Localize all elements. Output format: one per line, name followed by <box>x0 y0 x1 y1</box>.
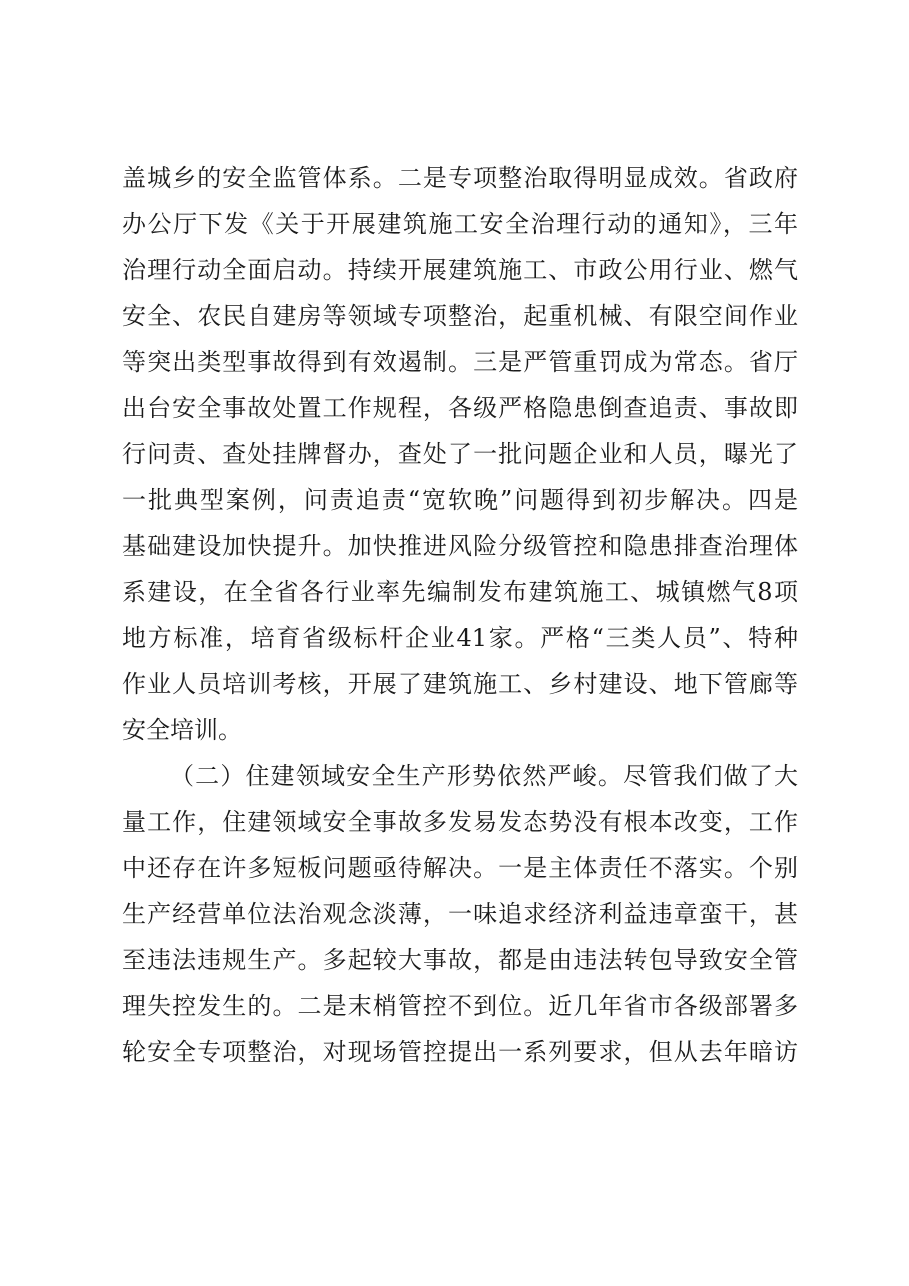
paragraph-2 <box>122 753 798 1075</box>
text-line: 等突出类型事故得到有效遏制。三是严管重罚成为常态。省厅 <box>122 348 798 376</box>
text-line: 作业人员培训考核，开展了建筑施工、乡村建设、地下管廊等 <box>122 670 798 698</box>
text-line: 治理行动全面启动。持续开展建筑施工、市政公用行业、燃气 <box>122 256 798 284</box>
text-line: 中还存在许多短板问题亟待解决。一是主体责任不落实。个别 <box>122 854 798 882</box>
text-line: 量工作，住建领域安全事故多发易发态势没有根本改变，工作 <box>122 808 798 836</box>
text-line: 盖城乡的安全监管体系。二是专项整治取得明显成效。省政府 <box>122 164 798 192</box>
text-line: 系建设，在全省各行业率先编制发布建筑施工、城镇燃气8项 <box>122 578 798 606</box>
text-line: 地方标准，培育省级标杆企业41家。严格“三类人员”、特种 <box>122 624 798 652</box>
text-line: 轮安全专项整治，对现场管控提出一系列要求，但从去年暗访 <box>122 1038 798 1066</box>
text-line: 生产经营单位法治观念淡薄，一味追求经济利益违章蛮干，甚 <box>122 900 798 928</box>
text-line: 至违法违规生产。多起较大事故，都是由违法转包导致安全管 <box>122 946 798 974</box>
text-line: 安全培训。 <box>122 716 242 744</box>
text-line: 办公厅下发《关于开展建筑施工安全治理行动的通知》，三年 <box>122 210 798 238</box>
text-line: 理失控发生的。二是末梢管控不到位。近几年省市各级部署多 <box>122 992 798 1020</box>
text-line: 出台安全事故处置工作规程，各级严格隐患倒查追责、事故即 <box>122 394 798 422</box>
text-line: 行问责、查处挂牌督办，查处了一批问题企业和人员，曝光了 <box>122 440 798 468</box>
paragraph-1 <box>122 155 798 753</box>
document-page <box>122 155 798 1075</box>
text-line: 安全、农民自建房等领域专项整治，起重机械、有限空间作业 <box>122 302 798 330</box>
text-line: 一批典型案例，问责追责“宽软晚”问题得到初步解决。四是 <box>122 486 798 514</box>
text-line: 基础建设加快提升。加快推进风险分级管控和隐患排查治理体 <box>122 532 798 560</box>
text-line: （二）住建领域安全生产形势依然严峻。尽管我们做了大 <box>170 762 798 790</box>
